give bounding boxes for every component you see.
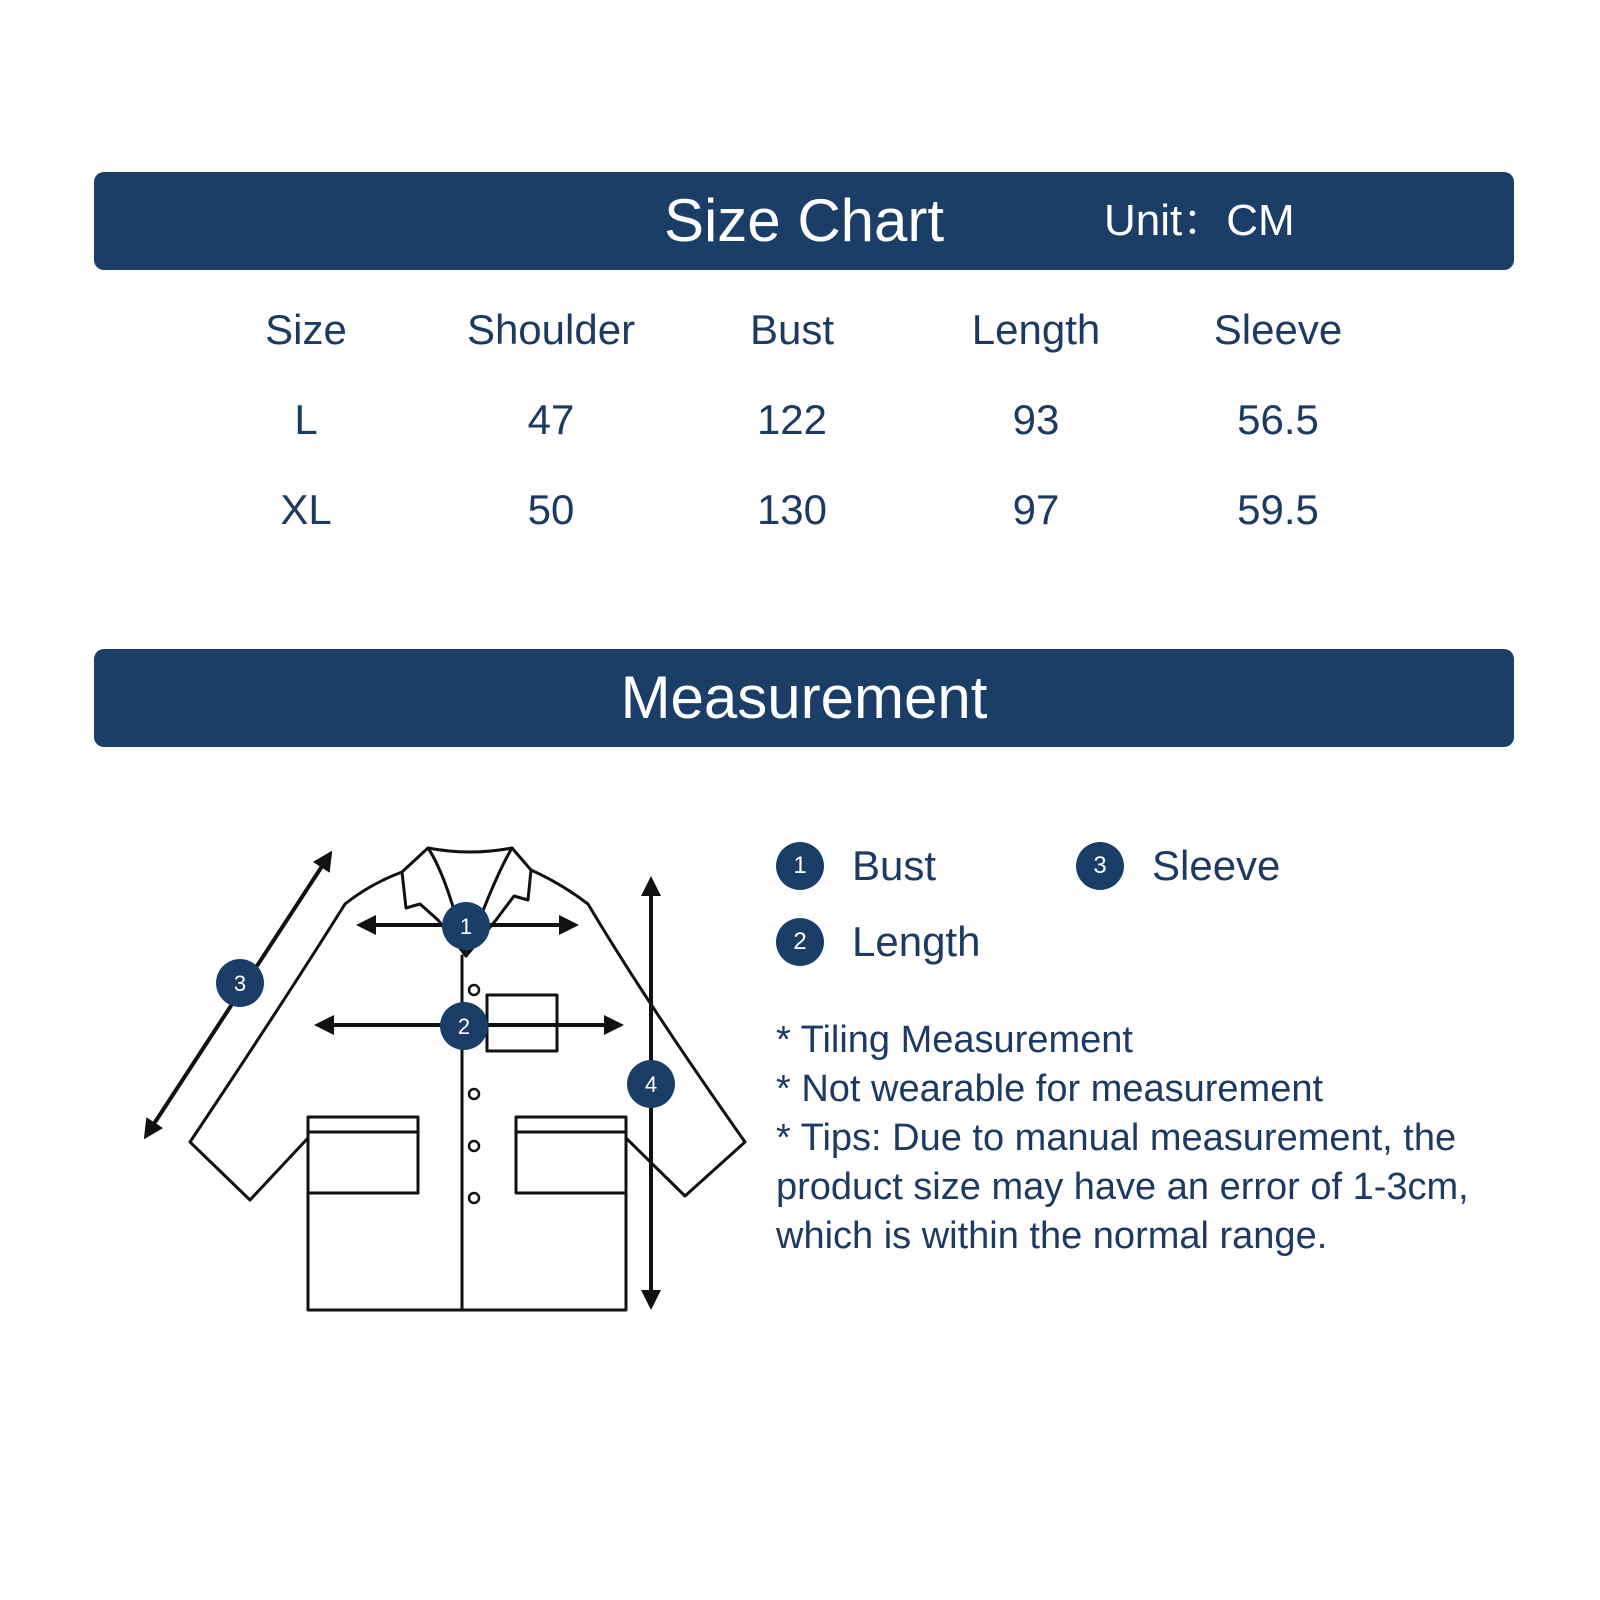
table-row: [0, 470, 1600, 550]
legend-label: Bust: [852, 842, 937, 889]
table-cell: 122: [756, 396, 828, 443]
button-dot: [469, 985, 479, 995]
table-cell: 59.5: [1237, 486, 1319, 533]
table-header-row: [0, 290, 1600, 370]
note-tips: * Tips: Due to manual measurement, the product size may have an error of 1-3cm, which is within the normal range.: [776, 1117, 1469, 1257]
measurement-title: Measurement: [620, 664, 988, 731]
table-cell: XL: [280, 486, 332, 533]
shirt-diagram: [120, 820, 760, 1340]
table-cell: 97: [1012, 486, 1060, 533]
badge-4: [627, 1060, 675, 1108]
measurement-legend: [776, 840, 1536, 1020]
left-pocket: [308, 1117, 418, 1193]
table-cell: 56.5: [1237, 396, 1319, 443]
button-dot: [469, 1141, 479, 1151]
column-header-size: Size: [265, 306, 347, 353]
right-pocket: [516, 1117, 626, 1193]
size-chart-banner: [94, 172, 1514, 270]
table-row: [0, 380, 1600, 460]
column-header-shoulder: Shoulder: [466, 306, 636, 353]
badge-1-label: 1: [459, 914, 473, 939]
badge-3-label: 3: [233, 971, 247, 996]
shirt-right-body: [459, 870, 745, 1310]
button-dot: [469, 1089, 479, 1099]
column-header-bust: Bust: [749, 306, 835, 353]
button-dot: [469, 1193, 479, 1203]
table-cell: L: [294, 396, 318, 443]
table-cell: 130: [756, 486, 828, 533]
legend-badge: 2: [776, 918, 824, 966]
legend-label: Length: [852, 918, 981, 965]
size-chart-title: Size Chart: [663, 187, 945, 254]
unit-label: Unit：CM: [1104, 196, 1295, 245]
badge-2: [440, 1002, 488, 1050]
legend-badge: 1: [776, 842, 824, 890]
note-tiling: * Tiling Measurement: [776, 1019, 1133, 1061]
table-cell: 50: [527, 486, 575, 533]
measure-arrows: [146, 854, 651, 1306]
note-not-wearable: * Not wearable for measurement: [776, 1068, 1324, 1110]
badge-4-label: 4: [644, 1072, 658, 1097]
badge-3: [216, 959, 264, 1007]
table-cell: 47: [527, 396, 575, 443]
measurement-notes: [776, 1016, 1496, 1261]
shirt-left-body: [190, 872, 462, 1310]
column-header-sleeve: Sleeve: [1213, 306, 1343, 353]
legend-label: Sleeve: [1152, 842, 1281, 889]
measurement-banner: [94, 649, 1514, 747]
legend-badge: 3: [1076, 842, 1124, 890]
table-cell: 93: [1012, 396, 1060, 443]
badge-2-label: 2: [457, 1014, 471, 1039]
column-header-length: Length: [971, 306, 1101, 353]
badge-1: [442, 902, 490, 950]
